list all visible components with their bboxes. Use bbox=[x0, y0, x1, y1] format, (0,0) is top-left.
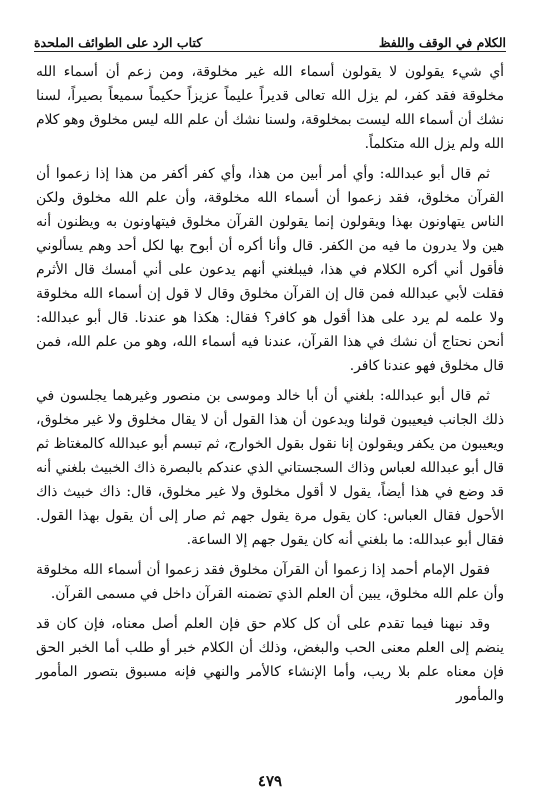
paragraph: ثم قال أبو عبدالله: بلغني أن أبا خالد وموسى بن منصور وغيرهما يجلسون في ذلك الجانب فيعيبون قولنا ويدعون أن هذا القول أن لا يقال مخلوق ولا غير مخلوق، ويعيبون من يكفر ويقولون إنا نقول بقول الخوارج، ثم تبسم أبو عبدالله كالمغتاظ ثم قال أبو عبدالله لعباس وذاك السجستاني الذي عندكم بالبصرة ذاك الخبيث بلغني أنه قد وضع في هذا أيضاً، يقول لا أقول مخلوق ولا غير مخلوق، قال: ذاك خبيث ذاك الأحول فقال العباس: كان يقول مرة يقول جهم ثم صار إلى أن يقول بهذا القول. فقال أبو عبدالله: ما بلغني أنه كان يقول جهم إلا الساعة. bbox=[36, 388, 504, 548]
running-header bbox=[34, 24, 506, 50]
header-book-title: كتاب الرد على الطوائف الملحدة bbox=[34, 35, 203, 50]
paragraph: فقول الإمام أحمد إذا زعموا أن القرآن مخلوق فقد زعموا أن أسماء الله مخلوقة وأن علم الله مخلوق، يبين أن العلم الذي تضمنه القرآن داخل في مسمى القرآن. bbox=[36, 562, 504, 602]
paragraph: وقد نبهنا فيما تقدم على أن كل كلام حق فإن العلم أصل معناه، فإن كان قد ينضم إلى العلم معنى الحب والبغض، وذلك أن الكلام خبر أو طلب أما الخبر الحق فإن معناه علم بلا ريب، وأما الإنشاء كالأمر والنهي فإنه مسبوق بتصور المأمور والمأمور bbox=[36, 616, 504, 704]
page-body bbox=[36, 60, 504, 714]
page-number: ٤٧٩ bbox=[257, 772, 283, 790]
header-section-title: الكلام في الوقف واللفظ bbox=[378, 35, 506, 50]
paragraph: ثم قال أبو عبدالله: وأي أمر أبين من هذا، وأي كفر أكفر من هذا إذا زعموا أن القرآن مخلوق، فقد زعموا أن أسماء الله مخلوقة، وأن علم الله مخلوق ولكن الناس يتهاونون بهذا ويقولون إنما يقولون القرآن مخلوق فيتهاونون به ويظنون أنه هين ولا يدرون ما فيه من الكفر. قال وأنا أكره أن أبوح بها لكل أحد وهم يسألوني فأقول أني أكره الكلام في هذا، فيبلغني أنهم يدعون على أني أمسك قال الأثرم فقلت لأبي عبدالله فمن قال إن القرآن مخلوق وقال لا قول إن أسماء الله مخلوقة ولا علمه لم يرد على هذا أقول هو كافر؟ فقال: هكذا هو عندنا. قال أبو عبدالله: أنحن نحتاج أن نشك في هذا القرآن، عندنا فيه أسماء الله، وهو من علم الله، فمن قال مخلوق فهو عندنا كافر. bbox=[36, 166, 504, 374]
paragraph: أي شيء يقولون لا يقولون أسماء الله غير مخلوقة، ومن زعم أن أسماء الله مخلوقة فقد كفر، لم يزل الله تعالى قديراً عليماً عزيزاً حكيماً سميعاً بصيراً، لسنا نشك أن أسماء الله ليست بمخلوقة، ولسنا نشك أن علم الله ليس مخلوق وهو كلام الله ولم يزل الله متكلماً. bbox=[36, 64, 504, 152]
header-divider bbox=[34, 51, 506, 52]
